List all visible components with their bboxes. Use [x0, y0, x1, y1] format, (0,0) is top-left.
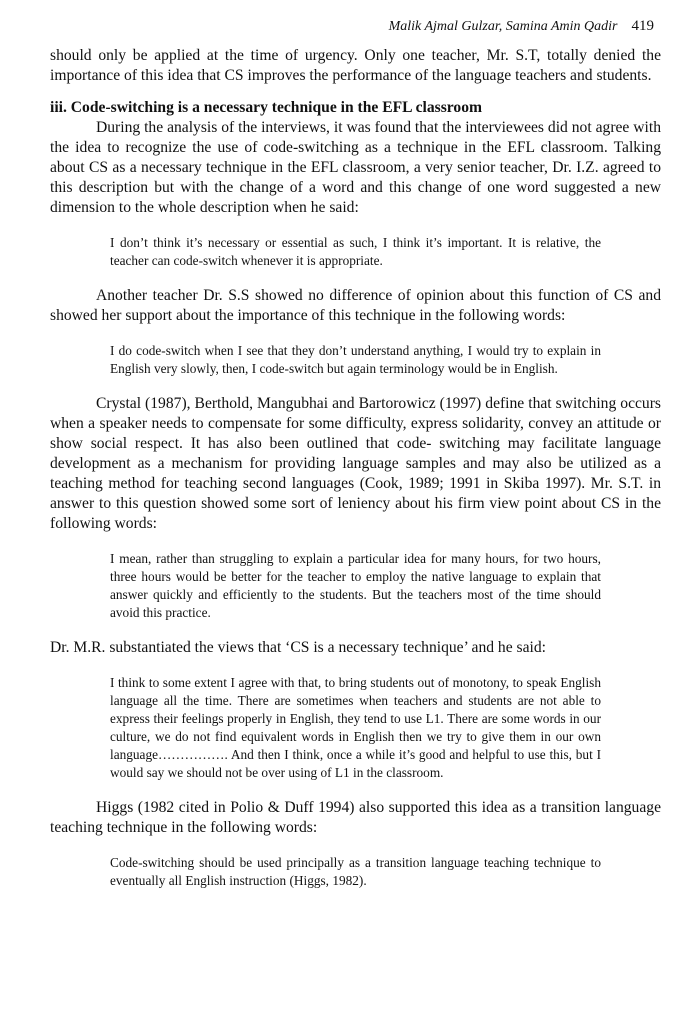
running-header [389, 18, 654, 35]
paragraph: Dr. M.R. substantiated the views that ‘CS is a necessary technique’ and he said: [50, 639, 546, 656]
block-quote: I mean, rather than struggling to explain a particular idea for many hours, for two hours, three hours would be better for the teacher to employ the native language to explain that answer quickly and efficiently to the students. But the teachers most of the time should avoid this practice. [110, 551, 601, 620]
paragraph-continued: should only be applied at the time of urgency. Only one teacher, Mr. S.T, totally denied the importance of this idea that CS improves the performance of the language teachers and students. [50, 47, 661, 84]
block-quote: I do code-switch when I see that they don’t understand anything, I would try to explain in English very slowly, then, I code-switch but again terminology would be in English. [110, 343, 601, 376]
page-body [50, 46, 661, 906]
paragraph: Crystal (1987), Berthold, Mangubhai and Bartorowicz (1997) define that switching occurs when a speaker needs to compensate for some difficulty, express solidarity, convey an attitude or show social respect. It has also been outlined that code- switching may facilitate language development as a mechanism for providing language samples and may also be utilized as a teaching method for teaching second languages (Cook, 1989; 1991 in Skiba 1997). Mr. S.T. in answer to this question showed some sort of leniency about his firm view point about CS in the following words: [50, 395, 661, 532]
section-heading: iii. Code-switching is a necessary technique in the EFL classroom [50, 99, 483, 116]
paragraph: During the analysis of the interviews, it was found that the interviewees did not agree with the idea to recognize the use of code-switching as a technique in the EFL classroom. Talking about CS as a necessary technique in the EFL classroom, a very senior teacher, Dr. I.Z. agreed to this description but with the change of a word and this change of one word suggested a new dimension to the whole description when he said: [50, 119, 661, 216]
block-quote: Code-switching should be used principally as a transition language teaching technique to eventually all English instruction (Higgs, 1982). [110, 855, 601, 888]
paragraph: Higgs (1982 cited in Polio & Duff 1994) also supported this idea as a transition language teaching technique in the following words: [50, 799, 661, 836]
paragraph: Another teacher Dr. S.S showed no difference of opinion about this function of CS and showed her support about the importance of this technique in the following words: [50, 287, 661, 324]
header-authors: Malik Ajmal Gulzar, Samina Amin Qadir [388, 19, 618, 34]
block-quote: I don’t think it’s necessary or essential as such, I think it’s important. It is relative, the teacher can code-switch whenever it is appropriate. [110, 235, 601, 268]
page-number: 419 [631, 18, 654, 34]
block-quote: I think to some extent I agree with that, to bring students out of monotony, to speak English language all the time. There are sometimes when teachers and students are not able to express their feelings properly in English, they tend to use L1. There are some words in our culture, we do not find equivalent words in English then we try to give them in our own language……………. And then I think, once a while it’s good and helpful to use this, but I would say we should not be over using of L1 in the classroom. [110, 675, 601, 780]
